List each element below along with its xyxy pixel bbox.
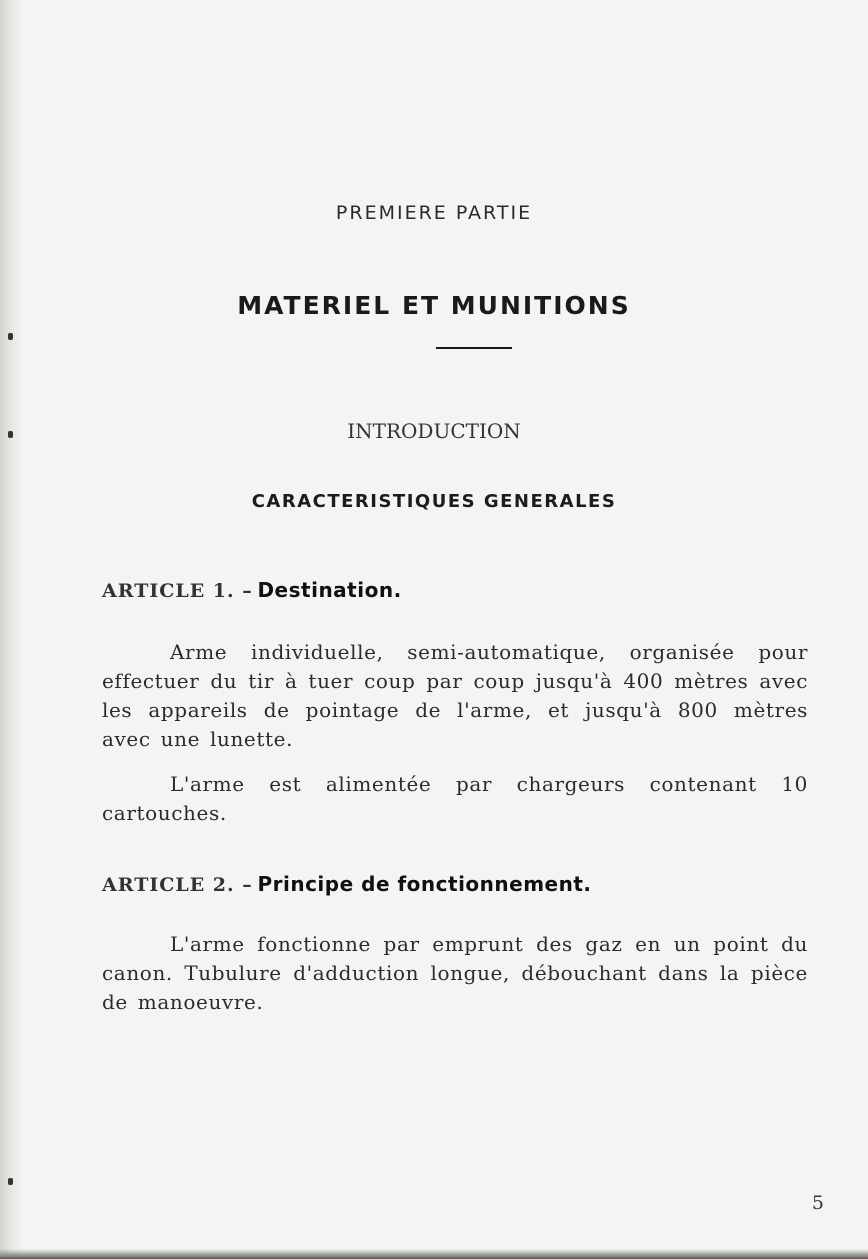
article-1-paragraph-1: Arme individuelle, semi-automatique, organisée pour effectuer du tir à tuer coup par coup jusqu'à 400 mètres avec les appareils de pointage de l'arme, et jusqu'à 800 mètres avec une lunette. [102, 640, 808, 751]
title-underline-divider [436, 347, 512, 349]
binding-mark [8, 333, 13, 340]
main-title: MATERIEL ET MUNITIONS [237, 291, 631, 320]
article-1-title: Destination. [257, 578, 402, 602]
article-1-prefix: ARTICLE 1. – [102, 580, 253, 602]
article-2-paragraph-1: L'arme fonctionne par emprunt des gaz en un point du canon. Tubulure d'adduction longue, débouchant dans la pièce de manoeuvre. [102, 932, 808, 1014]
article-1-paragraph-2: L'arme est alimentée par chargeurs contenant 10 cartouches. [102, 772, 808, 825]
binding-mark [8, 1178, 13, 1185]
page-number: 5 [811, 1192, 824, 1214]
article-2-heading [102, 872, 592, 897]
binding-shadow [0, 0, 22, 1259]
page-bottom-edge [0, 1249, 868, 1259]
article-2-title: Principe de fonctionnement. [257, 872, 592, 896]
introduction-label: INTRODUCTION [347, 419, 521, 443]
section-title: CARACTERISTIQUES GENERALES [251, 491, 617, 512]
article-1-heading [102, 578, 402, 603]
article-2-prefix: ARTICLE 2. – [102, 874, 253, 896]
part-label: PREMIERE PARTIE [335, 202, 533, 224]
